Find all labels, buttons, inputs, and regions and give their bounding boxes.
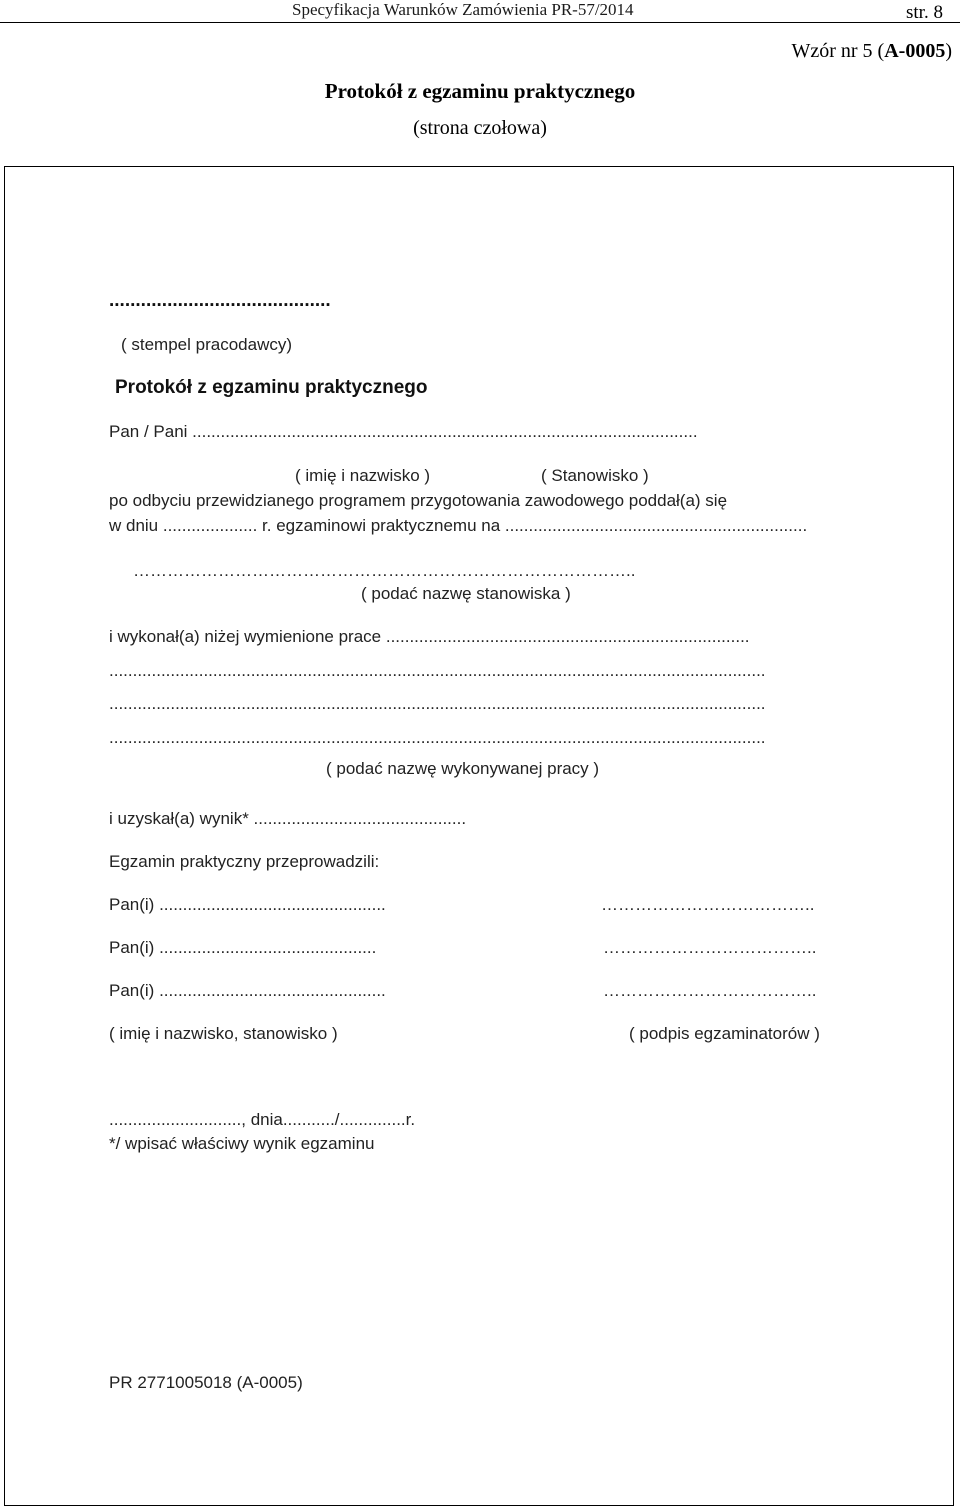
form-scan-frame (4, 166, 954, 1506)
label-name: ( imię i nazwisko ) (295, 466, 431, 485)
form-number-prefix: Wzór nr 5 ( (791, 40, 885, 62)
line-position-dots: …………………………………………………………………………….. (133, 561, 636, 580)
examiner-line-3: Pan(i) ................................................ (109, 981, 386, 1000)
label-position-name: ( podać nazwę stanowiska ) (361, 584, 571, 603)
place-date-line: ............................, dnia.........../..............r. (109, 1110, 416, 1129)
line-program: po odbyciu przewidzianego programem przygotowania zawodowego poddał(a) się (109, 491, 728, 510)
label-position: ( Stanowisko ) (541, 466, 649, 485)
label-signatures: ( podpis egzaminatorów ) (629, 1024, 820, 1043)
document-subtitle: (strona czołowa) (413, 117, 547, 139)
signature-line-1: ……………………………….. (601, 895, 815, 914)
header-page-number: str. 8 (906, 2, 943, 23)
document-title: Protokół z egzaminu praktycznego (324, 79, 636, 103)
stamp-label: ( stempel pracodawcy) (121, 335, 293, 354)
signature-line-2: ……………………………….. (603, 938, 817, 957)
signature-line-3: ……………………………….. (603, 981, 817, 1000)
form-code: PR 2771005018 (A-0005) (109, 1373, 303, 1392)
form-number (791, 40, 952, 63)
label-work-name: ( podać nazwę wykonywanej pracy ) (326, 759, 600, 778)
line-works: i wykonał(a) niżej wymienione prace ............................................................................. (109, 627, 750, 646)
protocol-form (5, 167, 953, 1505)
form-number-code: A-0005 (884, 40, 946, 62)
form-number-suffix: ) (945, 40, 952, 62)
stamp-dots: .......................................... (109, 290, 331, 311)
header-rule (0, 22, 960, 23)
dots-line-3: ........................................................................................................................................... (109, 728, 766, 747)
form-title: Protokół z egzaminu praktycznego (115, 377, 428, 398)
dots-line-2: ........................................................................................................................................... (109, 694, 766, 713)
line-result: i uzyskał(a) wynik* ............................................. (109, 809, 467, 828)
pan-pani-line: Pan / Pani ........................................................................................................... (109, 422, 698, 441)
dots-line-1: ........................................................................................................................................... (109, 661, 766, 680)
examiner-line-1: Pan(i) ................................................ (109, 895, 386, 914)
footnote: */ wpisać właściwy wynik egzaminu (109, 1134, 375, 1153)
examiner-line-2: Pan(i) .............................................. (109, 938, 377, 957)
header-spec-title: Specyfikacja Warunków Zamówienia PR-57/2014 (292, 0, 634, 19)
line-conducted: Egzamin praktyczny przeprowadzili: (109, 852, 380, 871)
label-examiners: ( imię i nazwisko, stanowisko ) (109, 1024, 338, 1043)
line-date: w dniu .................... r. egzaminowi praktycznemu na ................................................................ (109, 516, 808, 535)
